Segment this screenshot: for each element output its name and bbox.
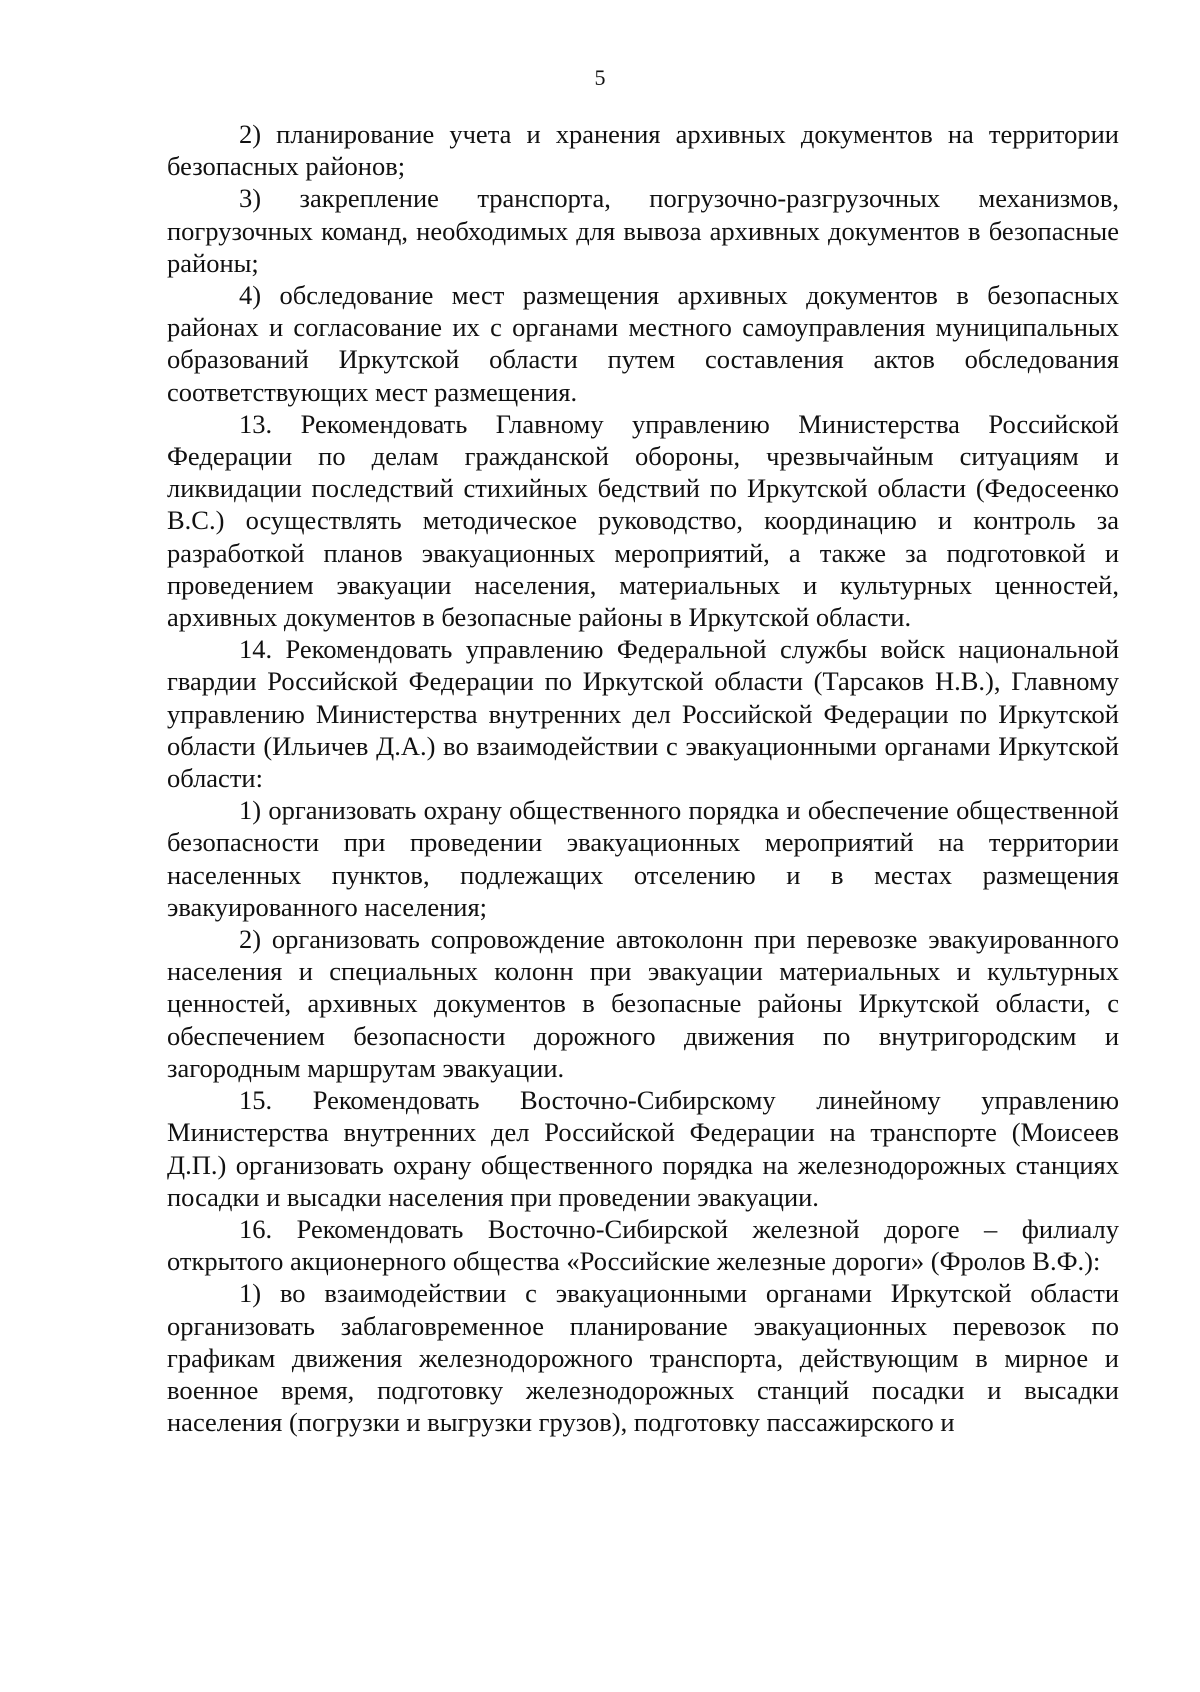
document-body — [167, 118, 1119, 1438]
paragraph-16: 16. Рекомендовать Восточно-Сибирской железной дороге – филиалу открытого акционерного общества «Российские железные дороги» (Фролов В.Ф.): — [167, 1213, 1119, 1277]
paragraph-14-item-1: 1) организовать охрану общественного порядка и обеспечение общественной безопасности при проведении эвакуационных мероприятий на территории населенных пунктов, подлежащих отселению и в местах размещения эвакуированного населения; — [167, 795, 1119, 922]
paragraph-14: 14. Рекомендовать управлению Федеральной службы войск национальной гвардии Российской Федерации по Иркутской области (Тарсаков Н.В.), Главному управлению Министерства внутренних дел Российской Федерации по Иркутской области (Ильичев Д.А.) во взаимодействии с эвакуационными органами Иркутской области: — [167, 634, 1119, 794]
paragraph-15: 15. Рекомендовать Восточно-Сибирскому линейному управлению Министерства внутренних дел Российской Федерации на транспорте (Моисеев Д.П.) организовать охрану общественного порядка на железнодорожных станциях посадки и высадки населения при проведении эвакуации. — [167, 1085, 1119, 1212]
paragraph-item-4-inspection: 4) обследование мест размещения архивных документов в безопасных районах и согласование их с органами местного самоуправления муниципальных образований Иркутской области путем составления актов обследования соответствующих мест размещения. — [167, 280, 1119, 407]
paragraph-item-3-transport: 3) закрепление транспорта, погрузочно-разгрузочных механизмов, погрузочных команд, необходимых для вывоза архивных документов в безопасные районы; — [167, 183, 1119, 278]
paragraph-14-item-2: 2) организовать сопровождение автоколонн при перевозке эвакуированного населения и специальных колонн при эвакуации материальных и культурных ценностей, архивных документов в безопасные районы Иркутской области, с обеспечением безопасности дорожного движения по внутригородским и загородным маршрутам эвакуации. — [167, 924, 1119, 1083]
paragraph-16-item-1: 1) во взаимодействии с эвакуационными органами Иркутской области организовать заблаговременное планирование эвакуационных перевозок по графикам движения железнодорожного транспорта, действующим в мирное и военное время, подготовку железнодорожных станций посадки и высадки населения (погрузки и выгрузки грузов), подготовку пассажирского и — [167, 1278, 1119, 1438]
paragraph-13: 13. Рекомендовать Главному управлению Министерства Российской Федерации по делам гражданской обороны, чрезвычайным ситуациям и ликвидации последствий стихийных бедствий по Иркутской области (Федосеенко В.С.) осуществлять методическое руководство, координацию и контроль за разработкой планов эвакуационных мероприятий, а также за подготовкой и проведением эвакуации населения, материальных и культурных ценностей, архивных документов в безопасные районы в Иркутской области. — [167, 408, 1119, 633]
page-number: 5 — [594, 65, 606, 90]
paragraph-item-2-planning: 2) планирование учета и хранения архивных документов на территории безопасных районов; — [167, 119, 1119, 182]
